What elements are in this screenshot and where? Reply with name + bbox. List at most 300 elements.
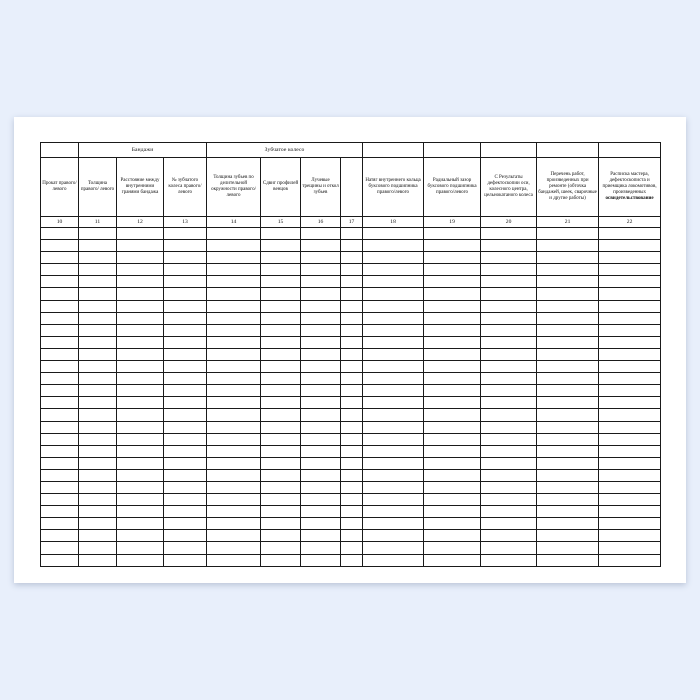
table-cell[interactable] (207, 288, 261, 300)
table-cell[interactable] (481, 469, 537, 481)
table-cell[interactable] (41, 312, 79, 324)
table-cell[interactable] (207, 542, 261, 554)
table-cell[interactable] (341, 469, 363, 481)
table-cell[interactable] (41, 373, 79, 385)
table-cell[interactable] (164, 336, 207, 348)
table-row[interactable] (41, 542, 661, 554)
table-cell[interactable] (301, 312, 341, 324)
table-cell[interactable] (481, 494, 537, 506)
table-cell[interactable] (599, 300, 661, 312)
table-cell[interactable] (261, 397, 301, 409)
table-cell[interactable] (341, 240, 363, 252)
table-cell[interactable] (41, 494, 79, 506)
table-cell[interactable] (537, 409, 599, 421)
table-cell[interactable] (481, 518, 537, 530)
table-cell[interactable] (79, 373, 117, 385)
table-cell[interactable] (41, 385, 79, 397)
table-row[interactable] (41, 530, 661, 542)
table-cell[interactable] (117, 409, 164, 421)
table-cell[interactable] (164, 421, 207, 433)
table-cell[interactable] (424, 518, 481, 530)
table-cell[interactable] (164, 300, 207, 312)
table-cell[interactable] (164, 397, 207, 409)
table-cell[interactable] (79, 421, 117, 433)
table-cell[interactable] (207, 324, 261, 336)
table-cell[interactable] (424, 300, 481, 312)
table-cell[interactable] (363, 554, 424, 566)
table-cell[interactable] (164, 312, 207, 324)
table-cell[interactable] (41, 300, 79, 312)
table-cell[interactable] (537, 397, 599, 409)
table-cell[interactable] (207, 445, 261, 457)
table-cell[interactable] (363, 481, 424, 493)
table-cell[interactable] (117, 518, 164, 530)
table-cell[interactable] (481, 445, 537, 457)
table-cell[interactable] (599, 312, 661, 324)
table-cell[interactable] (599, 457, 661, 469)
table-cell[interactable] (341, 506, 363, 518)
table-cell[interactable] (424, 445, 481, 457)
table-cell[interactable] (363, 240, 424, 252)
table-cell[interactable] (341, 445, 363, 457)
table-cell[interactable] (599, 542, 661, 554)
table-cell[interactable] (117, 300, 164, 312)
table-cell[interactable] (41, 397, 79, 409)
table-cell[interactable] (537, 469, 599, 481)
table-cell[interactable] (424, 361, 481, 373)
table-cell[interactable] (424, 542, 481, 554)
table-cell[interactable] (261, 240, 301, 252)
table-cell[interactable] (301, 300, 341, 312)
table-cell[interactable] (261, 252, 301, 264)
table-cell[interactable] (164, 252, 207, 264)
table-cell[interactable] (207, 506, 261, 518)
table-cell[interactable] (41, 409, 79, 421)
table-cell[interactable] (301, 252, 341, 264)
table-cell[interactable] (481, 506, 537, 518)
table-cell[interactable] (301, 385, 341, 397)
table-cell[interactable] (164, 554, 207, 566)
table-cell[interactable] (301, 542, 341, 554)
table-cell[interactable] (164, 506, 207, 518)
table-row[interactable] (41, 385, 661, 397)
table-cell[interactable] (79, 445, 117, 457)
table-cell[interactable] (261, 530, 301, 542)
table-cell[interactable] (424, 348, 481, 360)
table-row[interactable] (41, 228, 661, 240)
table-cell[interactable] (537, 385, 599, 397)
table-cell[interactable] (599, 385, 661, 397)
table-cell[interactable] (537, 300, 599, 312)
table-cell[interactable] (537, 252, 599, 264)
table-cell[interactable] (207, 421, 261, 433)
table-cell[interactable] (207, 409, 261, 421)
table-cell[interactable] (79, 240, 117, 252)
table-cell[interactable] (537, 542, 599, 554)
table-cell[interactable] (341, 252, 363, 264)
table-cell[interactable] (41, 554, 79, 566)
table-cell[interactable] (79, 361, 117, 373)
table-cell[interactable] (207, 494, 261, 506)
table-cell[interactable] (301, 469, 341, 481)
table-cell[interactable] (599, 530, 661, 542)
table-cell[interactable] (164, 276, 207, 288)
table-cell[interactable] (301, 288, 341, 300)
table-cell[interactable] (341, 288, 363, 300)
table-cell[interactable] (207, 457, 261, 469)
table-cell[interactable] (481, 312, 537, 324)
table-cell[interactable] (481, 300, 537, 312)
table-cell[interactable] (207, 385, 261, 397)
table-cell[interactable] (207, 518, 261, 530)
table-cell[interactable] (117, 385, 164, 397)
table-cell[interactable] (207, 433, 261, 445)
table-row[interactable] (41, 469, 661, 481)
table-row[interactable] (41, 457, 661, 469)
table-cell[interactable] (261, 324, 301, 336)
table-cell[interactable] (301, 336, 341, 348)
table-cell[interactable] (164, 530, 207, 542)
table-cell[interactable] (481, 336, 537, 348)
table-cell[interactable] (481, 409, 537, 421)
table-row[interactable] (41, 481, 661, 493)
table-cell[interactable] (363, 445, 424, 457)
table-cell[interactable] (363, 324, 424, 336)
table-cell[interactable] (537, 276, 599, 288)
table-row[interactable] (41, 336, 661, 348)
table-cell[interactable] (481, 240, 537, 252)
table-cell[interactable] (117, 554, 164, 566)
table-cell[interactable] (481, 324, 537, 336)
table-cell[interactable] (599, 288, 661, 300)
table-cell[interactable] (261, 300, 301, 312)
table-cell[interactable] (207, 373, 261, 385)
table-row[interactable] (41, 397, 661, 409)
table-cell[interactable] (481, 530, 537, 542)
table-cell[interactable] (599, 518, 661, 530)
table-cell[interactable] (301, 481, 341, 493)
table-cell[interactable] (261, 336, 301, 348)
table-cell[interactable] (164, 288, 207, 300)
table-cell[interactable] (537, 518, 599, 530)
table-cell[interactable] (261, 542, 301, 554)
table-cell[interactable] (164, 494, 207, 506)
table-cell[interactable] (481, 288, 537, 300)
table-row[interactable] (41, 240, 661, 252)
table-cell[interactable] (164, 361, 207, 373)
table-cell[interactable] (117, 373, 164, 385)
table-cell[interactable] (207, 530, 261, 542)
table-cell[interactable] (363, 348, 424, 360)
table-cell[interactable] (301, 506, 341, 518)
table-cell[interactable] (41, 240, 79, 252)
table-cell[interactable] (481, 542, 537, 554)
table-cell[interactable] (363, 469, 424, 481)
table-cell[interactable] (301, 445, 341, 457)
table-cell[interactable] (341, 348, 363, 360)
table-cell[interactable] (599, 373, 661, 385)
table-cell[interactable] (261, 445, 301, 457)
table-cell[interactable] (41, 445, 79, 457)
table-cell[interactable] (599, 554, 661, 566)
table-cell[interactable] (301, 530, 341, 542)
table-cell[interactable] (117, 252, 164, 264)
table-cell[interactable] (41, 324, 79, 336)
table-cell[interactable] (301, 324, 341, 336)
table-cell[interactable] (481, 361, 537, 373)
table-cell[interactable] (41, 542, 79, 554)
table-cell[interactable] (599, 397, 661, 409)
table-cell[interactable] (424, 457, 481, 469)
table-cell[interactable] (363, 506, 424, 518)
table-cell[interactable] (363, 276, 424, 288)
table-row[interactable] (41, 433, 661, 445)
table-cell[interactable] (207, 336, 261, 348)
table-row[interactable] (41, 276, 661, 288)
table-cell[interactable] (164, 481, 207, 493)
table-cell[interactable] (207, 469, 261, 481)
table-row[interactable] (41, 361, 661, 373)
table-cell[interactable] (79, 409, 117, 421)
table-cell[interactable] (424, 506, 481, 518)
table-cell[interactable] (424, 433, 481, 445)
table-cell[interactable] (537, 228, 599, 240)
table-cell[interactable] (117, 469, 164, 481)
table-cell[interactable] (599, 506, 661, 518)
table-cell[interactable] (537, 348, 599, 360)
table-cell[interactable] (599, 361, 661, 373)
table-cell[interactable] (164, 385, 207, 397)
table-cell[interactable] (481, 348, 537, 360)
table-cell[interactable] (117, 542, 164, 554)
table-row[interactable] (41, 252, 661, 264)
table-cell[interactable] (301, 554, 341, 566)
table-cell[interactable] (79, 506, 117, 518)
table-cell[interactable] (207, 348, 261, 360)
table-cell[interactable] (79, 336, 117, 348)
table-cell[interactable] (537, 361, 599, 373)
table-cell[interactable] (363, 264, 424, 276)
table-cell[interactable] (79, 252, 117, 264)
table-cell[interactable] (207, 312, 261, 324)
table-cell[interactable] (117, 324, 164, 336)
table-cell[interactable] (481, 252, 537, 264)
table-cell[interactable] (164, 240, 207, 252)
table-cell[interactable] (481, 264, 537, 276)
table-cell[interactable] (164, 324, 207, 336)
table-cell[interactable] (424, 397, 481, 409)
table-cell[interactable] (599, 445, 661, 457)
table-cell[interactable] (537, 445, 599, 457)
table-cell[interactable] (261, 288, 301, 300)
table-cell[interactable] (164, 373, 207, 385)
table-cell[interactable] (481, 276, 537, 288)
table-cell[interactable] (41, 336, 79, 348)
table-cell[interactable] (41, 348, 79, 360)
table-cell[interactable] (41, 518, 79, 530)
table-cell[interactable] (341, 421, 363, 433)
table-cell[interactable] (261, 276, 301, 288)
table-cell[interactable] (363, 336, 424, 348)
table-cell[interactable] (79, 433, 117, 445)
table-cell[interactable] (207, 300, 261, 312)
table-cell[interactable] (424, 240, 481, 252)
table-cell[interactable] (164, 542, 207, 554)
table-cell[interactable] (341, 397, 363, 409)
table-cell[interactable] (164, 348, 207, 360)
table-cell[interactable] (363, 361, 424, 373)
table-cell[interactable] (424, 228, 481, 240)
table-cell[interactable] (424, 494, 481, 506)
table-cell[interactable] (117, 240, 164, 252)
table-cell[interactable] (537, 312, 599, 324)
table-cell[interactable] (363, 494, 424, 506)
table-cell[interactable] (261, 433, 301, 445)
table-cell[interactable] (41, 469, 79, 481)
table-cell[interactable] (341, 494, 363, 506)
table-cell[interactable] (117, 397, 164, 409)
table-cell[interactable] (424, 312, 481, 324)
table-cell[interactable] (481, 385, 537, 397)
table-cell[interactable] (599, 494, 661, 506)
table-row[interactable] (41, 373, 661, 385)
table-cell[interactable] (481, 457, 537, 469)
table-cell[interactable] (117, 228, 164, 240)
table-cell[interactable] (207, 361, 261, 373)
table-cell[interactable] (363, 421, 424, 433)
table-cell[interactable] (41, 361, 79, 373)
table-cell[interactable] (41, 252, 79, 264)
table-cell[interactable] (41, 421, 79, 433)
table-row[interactable] (41, 518, 661, 530)
table-cell[interactable] (599, 481, 661, 493)
table-cell[interactable] (79, 530, 117, 542)
table-cell[interactable] (301, 457, 341, 469)
table-cell[interactable] (537, 240, 599, 252)
table-cell[interactable] (341, 554, 363, 566)
table-cell[interactable] (79, 457, 117, 469)
table-cell[interactable] (363, 433, 424, 445)
table-cell[interactable] (341, 409, 363, 421)
table-cell[interactable] (301, 433, 341, 445)
table-row[interactable] (41, 409, 661, 421)
table-cell[interactable] (261, 457, 301, 469)
table-cell[interactable] (41, 228, 79, 240)
table-cell[interactable] (117, 312, 164, 324)
table-cell[interactable] (261, 554, 301, 566)
table-cell[interactable] (261, 469, 301, 481)
table-cell[interactable] (363, 252, 424, 264)
table-cell[interactable] (341, 433, 363, 445)
table-cell[interactable] (41, 457, 79, 469)
table-row[interactable] (41, 421, 661, 433)
table-cell[interactable] (261, 264, 301, 276)
table-cell[interactable] (117, 276, 164, 288)
table-cell[interactable] (537, 421, 599, 433)
table-cell[interactable] (537, 373, 599, 385)
table-cell[interactable] (41, 506, 79, 518)
table-cell[interactable] (261, 373, 301, 385)
table-cell[interactable] (117, 421, 164, 433)
table-cell[interactable] (164, 445, 207, 457)
table-cell[interactable] (301, 409, 341, 421)
table-cell[interactable] (341, 336, 363, 348)
table-cell[interactable] (424, 288, 481, 300)
table-cell[interactable] (363, 397, 424, 409)
table-cell[interactable] (117, 361, 164, 373)
table-cell[interactable] (261, 421, 301, 433)
table-cell[interactable] (424, 554, 481, 566)
table-cell[interactable] (363, 300, 424, 312)
table-cell[interactable] (79, 554, 117, 566)
table-cell[interactable] (363, 385, 424, 397)
table-cell[interactable] (537, 481, 599, 493)
table-cell[interactable] (261, 361, 301, 373)
table-cell[interactable] (117, 433, 164, 445)
table-row[interactable] (41, 554, 661, 566)
table-cell[interactable] (424, 421, 481, 433)
table-cell[interactable] (79, 397, 117, 409)
table-cell[interactable] (481, 397, 537, 409)
table-cell[interactable] (207, 240, 261, 252)
table-cell[interactable] (481, 228, 537, 240)
table-cell[interactable] (341, 324, 363, 336)
table-cell[interactable] (41, 288, 79, 300)
table-cell[interactable] (301, 421, 341, 433)
table-cell[interactable] (301, 228, 341, 240)
table-cell[interactable] (481, 421, 537, 433)
table-cell[interactable] (79, 385, 117, 397)
table-cell[interactable] (599, 336, 661, 348)
table-cell[interactable] (207, 481, 261, 493)
table-cell[interactable] (599, 228, 661, 240)
table-cell[interactable] (79, 324, 117, 336)
table-row[interactable] (41, 494, 661, 506)
table-cell[interactable] (207, 252, 261, 264)
table-cell[interactable] (363, 312, 424, 324)
table-cell[interactable] (341, 457, 363, 469)
table-cell[interactable] (341, 361, 363, 373)
table-cell[interactable] (424, 530, 481, 542)
table-cell[interactable] (537, 506, 599, 518)
table-cell[interactable] (599, 264, 661, 276)
table-cell[interactable] (363, 518, 424, 530)
table-cell[interactable] (117, 506, 164, 518)
table-cell[interactable] (41, 264, 79, 276)
table-cell[interactable] (41, 433, 79, 445)
table-cell[interactable] (301, 276, 341, 288)
table-cell[interactable] (301, 397, 341, 409)
table-cell[interactable] (537, 288, 599, 300)
table-cell[interactable] (117, 445, 164, 457)
table-cell[interactable] (79, 518, 117, 530)
table-cell[interactable] (41, 481, 79, 493)
table-cell[interactable] (537, 264, 599, 276)
table-cell[interactable] (164, 457, 207, 469)
table-cell[interactable] (363, 530, 424, 542)
table-cell[interactable] (117, 348, 164, 360)
table-cell[interactable] (481, 481, 537, 493)
table-cell[interactable] (207, 276, 261, 288)
table-row[interactable] (41, 348, 661, 360)
table-cell[interactable] (207, 264, 261, 276)
table-cell[interactable] (79, 469, 117, 481)
table-cell[interactable] (341, 264, 363, 276)
table-cell[interactable] (117, 264, 164, 276)
table-row[interactable] (41, 288, 661, 300)
table-cell[interactable] (117, 530, 164, 542)
table-cell[interactable] (79, 542, 117, 554)
